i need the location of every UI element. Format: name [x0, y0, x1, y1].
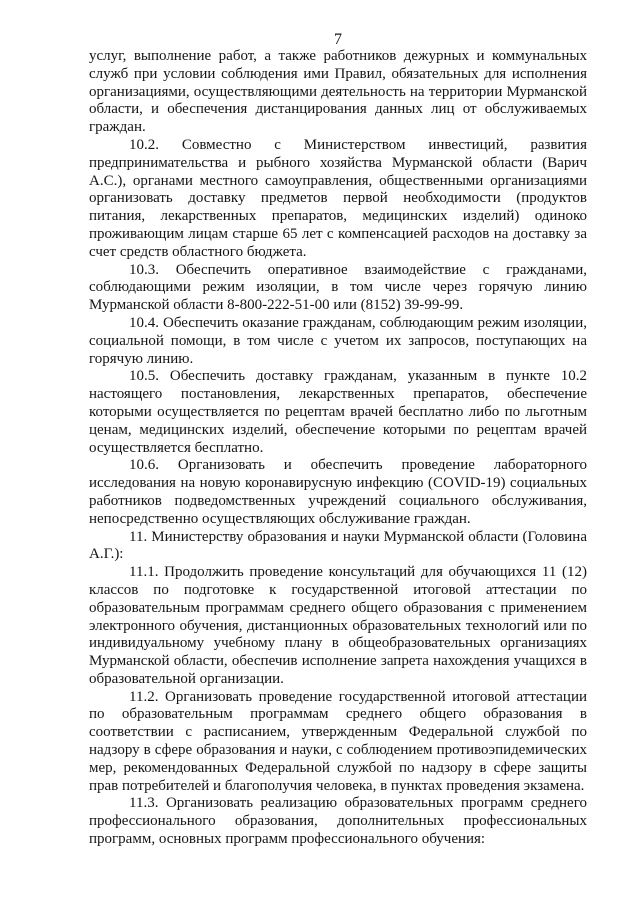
page-number: 7 — [334, 31, 342, 48]
paragraph-10-4: 10.4. Обеспечить оказание гражданам, соблюдающим режим изоляции, социальной помощи, в том числе с учетом их запросов, поступающих на горячую линию. — [89, 314, 587, 367]
document-body — [89, 48, 587, 849]
paragraph-10-6: 10.6. Организовать и обеспечить проведение лабораторного исследования на новую коронавирусную инфекцию (COVID-19) социальных работников подведомственных учреждений социального обслуживания, непосредственно осуществляющих обслуживание граждан. — [89, 457, 587, 527]
paragraph-11-3: 11.3. Организовать реализацию образовательных программ среднего профессионального образования, дополнительных профессиональных программ, основных программ профессионального обучения: — [89, 795, 587, 848]
paragraph-11: 11. Министерству образования и науки Мурманской области (Головина А.Г.): — [89, 528, 587, 563]
paragraph-11-2: 11.2. Организовать проведение государственной итоговой аттестации по образовательным программам среднего общего образования в соответствии с расписанием, утвержденным Федеральной службой по надзору в сфере образования и науки, с соблюдением противоэпидемических мер, рекомендованных Федеральной службой по надзору в сфере защиты прав потребителей и благополучия человека, в пунктах проведения экзамена. — [89, 688, 587, 794]
paragraph-10-5: 10.5. Обеспечить доставку гражданам, указанным в пункте 10.2 настоящего постановления, лекарственных препаратов, обеспечение которыми осуществляется по рецептам врачей бесплатно либо по льготным ценам, медицинских изделий, обеспечение которыми по рецептам врачей осуществляется бесплатно. — [89, 368, 587, 456]
paragraph-11-1: 11.1. Продолжить проведение консультаций для обучающихся 11 (12) классов по подготовке к государственной итоговой аттестации по образовательным программам среднего общего образования с применением электронного обучения, дистанционных образовательных технологий или по индивидуальному учебному плану в общеобразовательных организациях Мурманской области, обеспечив исполнение запрета нахождения учащихся в образовательной организации. — [89, 564, 587, 687]
paragraph-continuation: услуг, выполнение работ, а также работников дежурных и коммунальных служб при условии соблюдения ими Правил, обязательных для исполнения организациями, осуществляющими деятельность на территории Мурманской области, и обеспечения дистанцирования данных лиц от обслуживаемых граждан. — [89, 48, 587, 136]
paragraph-10-3: 10.3. Обеспечить оперативное взаимодействие с гражданами, соблюдающими режим изоляции, в том числе через горячую линию Мурманской области 8-800-222-51-00 или (8152) 39-99-99. — [89, 261, 587, 314]
paragraph-10-2: 10.2. Совместно с Министерством инвестиций, развития предпринимательства и рыбного хозяйства Мурманской области (Варич А.С.), органами местного самоуправления, общественными организациями организовать доставку предметов первой необходимости (продуктов питания, лекарственных препаратов, медицинских изделий) одиноко проживающим лицам старше 65 лет с компенсацией расходов на доставку за счет средств областного бюджета. — [89, 136, 587, 260]
